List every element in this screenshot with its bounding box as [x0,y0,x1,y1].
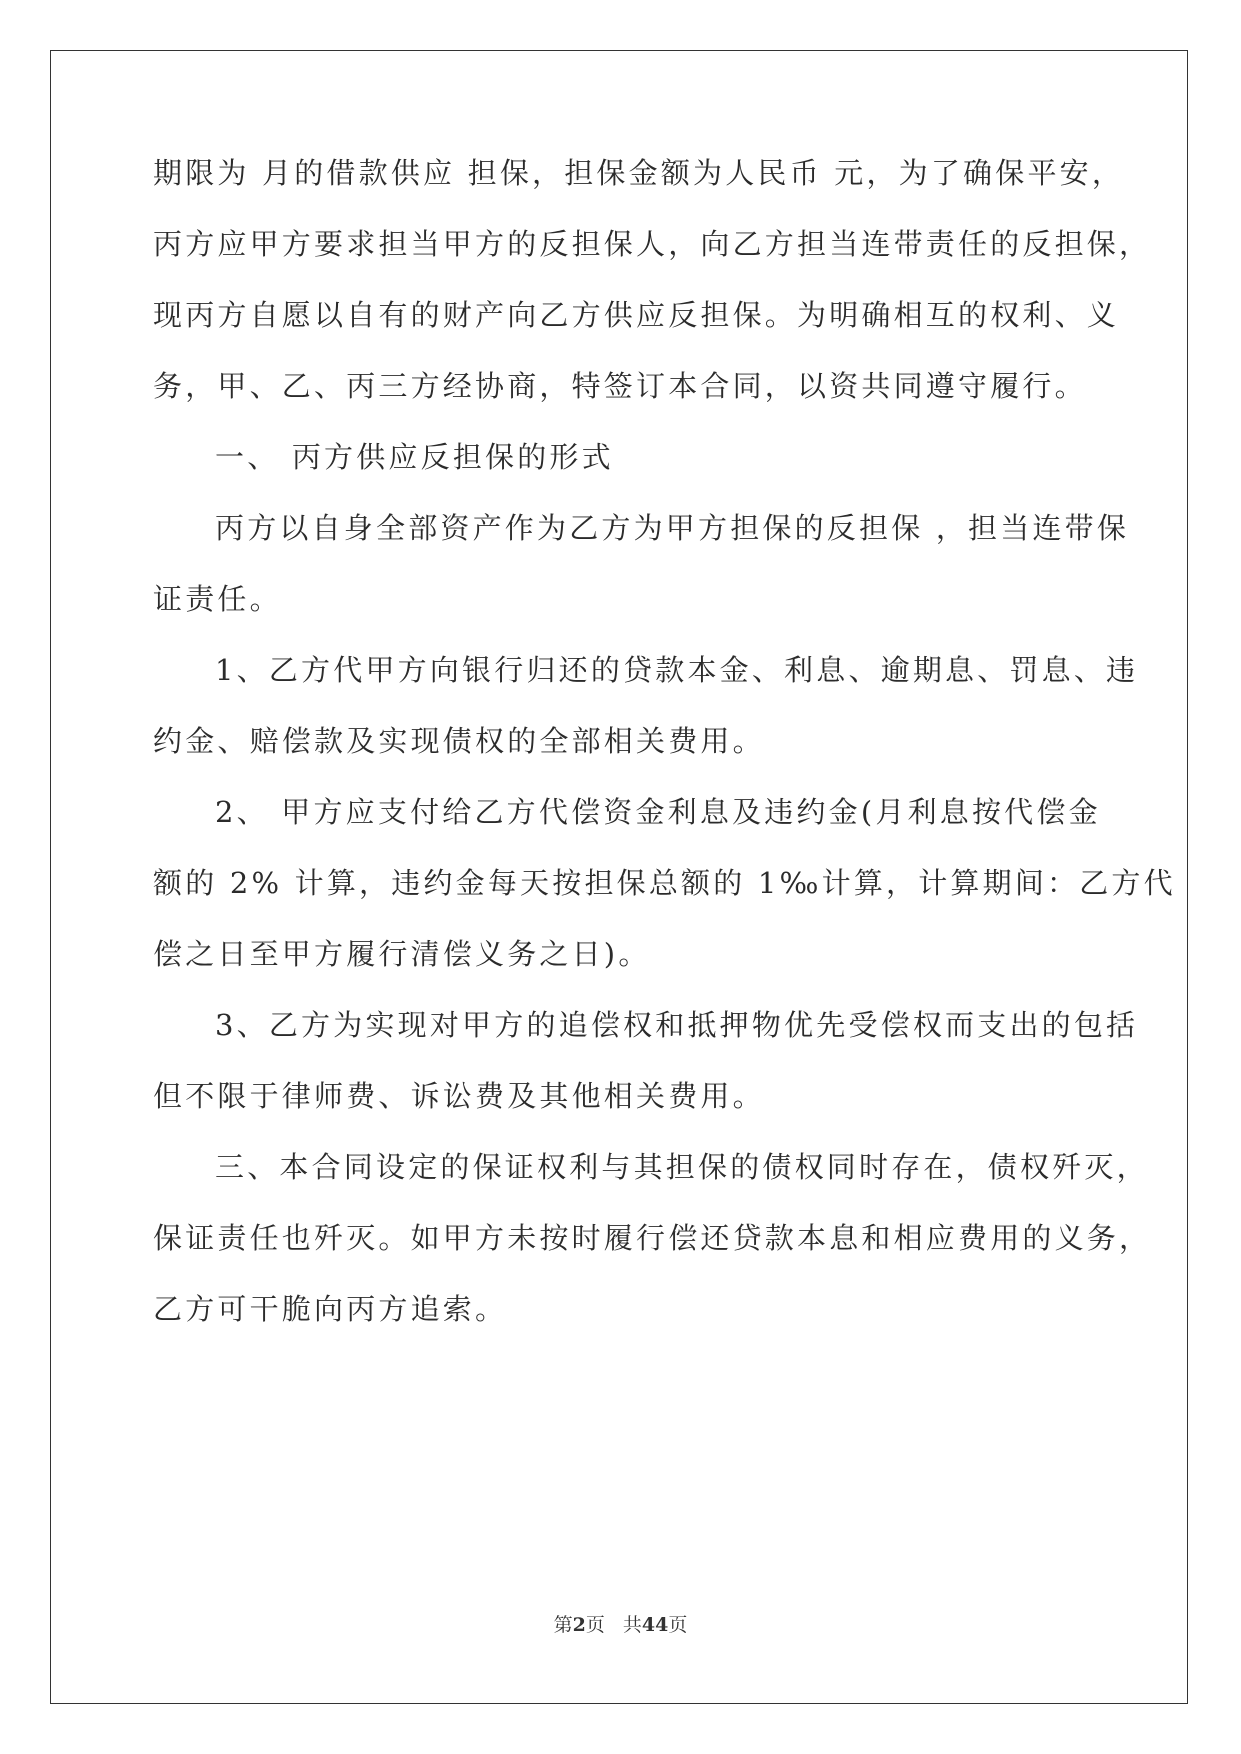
text-line: 保证责任也歼灭。如甲方未按时履行偿还贷款本息和相应费用的义务， [153,1221,1152,1255]
list-item-line: 2、 甲方应支付给乙方代偿资金利息及违约金(月利息按代偿金 [215,795,1101,829]
text-line: 约金、赔偿款及实现债权的全部相关费用。 [153,724,765,758]
text-line: 丙方以自身全部资产作为乙方为甲方担保的反担保 ，担当连带保 [215,511,1130,545]
page-number: 2 [572,1614,586,1636]
text-line: 证责任。 [153,582,282,616]
text-line: 务，甲、乙、丙三方经协商，特签订本合同，以资共同遵守履行。 [153,369,1087,403]
section-line: 三、本合同设定的保证权利与其担保的债权同时存在，债权歼灭， [215,1150,1149,1184]
list-item-line: 3、乙方为实现对甲方的追偿权和抵押物优先受偿权而支出的包括 [215,1008,1139,1042]
total-pages: 44 [641,1614,669,1636]
text-line: 但不限于律师费、诉讼费及其他相关费用。 [153,1079,765,1113]
total-prefix: 共 [622,1614,642,1636]
text-line: 期限为 月的借款供应 担保，担保金额为人民币 元，为了确保平安， [153,156,1125,190]
page-prefix: 第 [553,1614,573,1636]
section-heading: 一、 丙方供应反担保的形式 [215,440,614,474]
text-line: 现丙方自愿以自有的财产向乙方供应反担保。为明确相互的权利、义 [153,298,1120,332]
total-suffix: 页 [668,1614,688,1636]
text-line: 偿之日至甲方履行清偿义务之日)。 [153,937,651,971]
text-line: 乙方可干脆向丙方追索。 [153,1292,508,1326]
page-suffix: 页 [585,1614,605,1636]
text-line: 丙方应甲方要求担当甲方的反担保人，向乙方担当连带责任的反担保， [153,227,1152,261]
page-footer [0,1613,1241,1637]
list-item-line: 1、乙方代甲方向银行归还的贷款本金、利息、逾期息、罚息、违 [215,653,1139,687]
text-line: 额的 2% 计算，违约金每天按担保总额的 1‰计算，计算期间：乙方代 [153,866,1176,900]
